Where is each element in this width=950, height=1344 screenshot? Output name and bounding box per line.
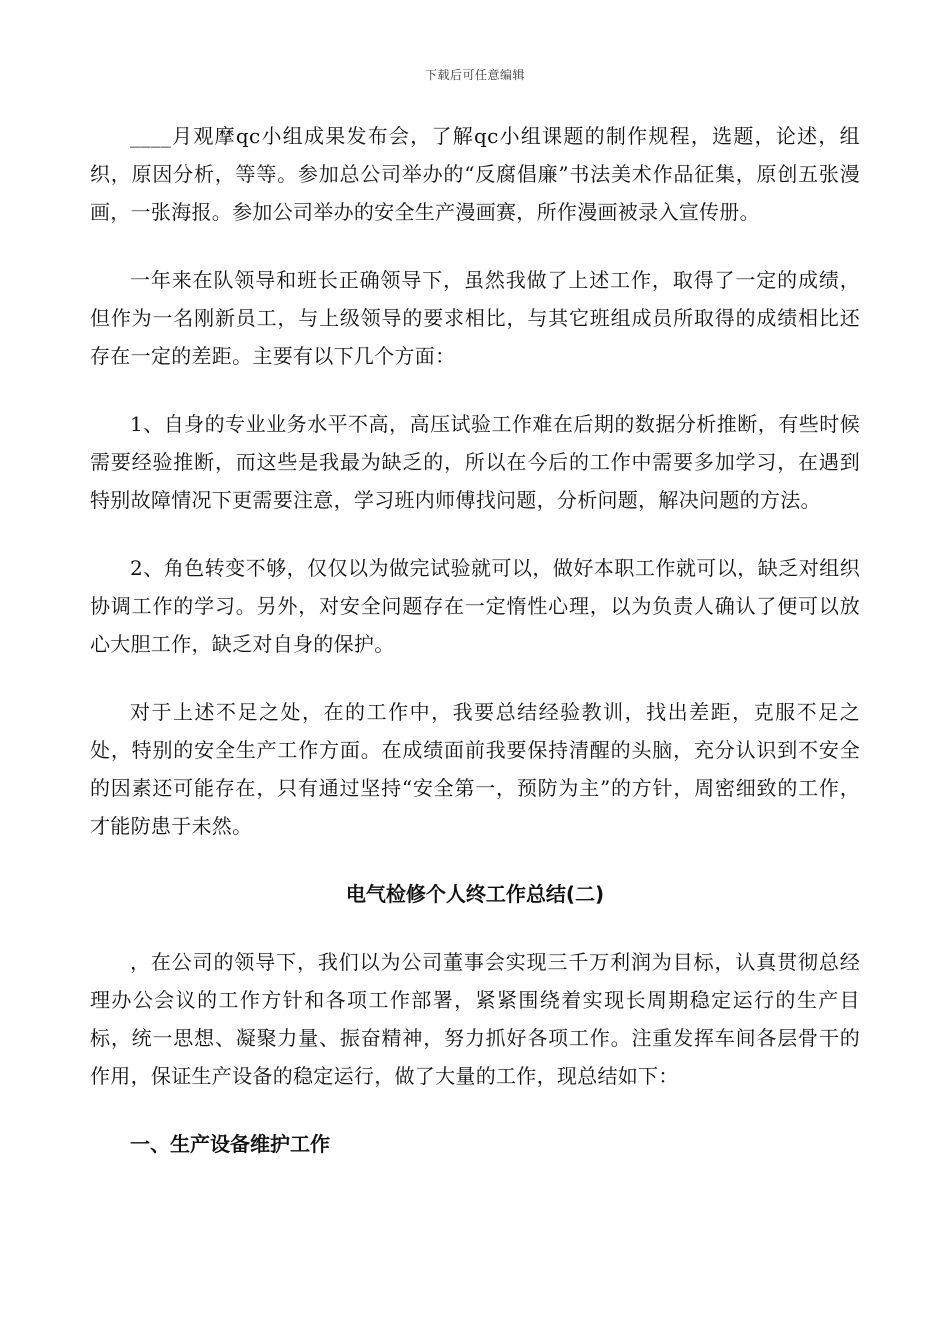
subheading-equipment-maintenance: 一、生产设备维护工作	[130, 1132, 330, 1156]
paragraph-gap	[90, 663, 860, 693]
paragraph-gap	[90, 913, 860, 943]
paragraph-summary-intro: ，在公司的领导下，我们以为公司董事会实现三千万利润为目标，认真贯彻总经理办公会议的工作方针和各项工作部署，紧紧围绕着实现长周期稳定运行的生产目标，统一思想、凝聚力量、振奋精神，努力抓好各项工作。注重发挥车间各层骨干的作用，保证生产设备的稳定运行，做了大量的工作，现总结如下：	[90, 950, 860, 1088]
paragraph-gap	[90, 231, 860, 261]
paragraph-improvement-plan: 对于上述不足之处，在的工作中，我要总结经验教训，找出差距，克服不足之处，特别的安全生产工作方面。在成绩面前我要保持清醒的头脑，充分认识到不安全的因素还可能存在，只有通过坚持“安全第一，预防为主”的方针，周密细致的工作，才能防患于未然。	[90, 700, 860, 838]
paragraph-point-2: 2、角色转变不够，仅仅以为做完试验就可以，做好本职工作就可以，缺乏对组织协调工作的学习。另外，对安全问题存在一定惰性心理，以为负责人确认了便可以放心大胆工作，缺乏对自身的保护。	[90, 556, 860, 656]
paragraph-point-1: 1、自身的专业业务水平不高，高压试验工作难在后期的数据分析推断，有些时候需要经验推断，而这些是我最为缺乏的，所以在今后的工作中需要多加学习，在遇到特别故障情况下更需要注意，学习班内师傅找问题，分析问题，解决问题的方法。	[90, 412, 860, 512]
download-note: 下载后可任意编辑	[424, 68, 525, 82]
paragraph-gap	[90, 519, 860, 549]
paragraph-gap	[90, 845, 860, 875]
paragraph-gap	[90, 1095, 860, 1125]
section-title: 电气检修个人终工作总结(二)	[345, 882, 605, 906]
document-body	[90, 117, 860, 1163]
paragraph-shortcomings-intro: 一年来在队领导和班长正确领导下，虽然我做了上述工作，取得了一定的成绩，但作为一名刚新员工，与上级领导的要求相比，与其它班组成员所取得的成绩相比还存在一定的差距。主要有以下几个方面：	[90, 268, 860, 368]
paragraph-gap	[90, 375, 860, 405]
paragraph-qc-activities: ____月观摩qc小组成果发布会，了解qc小组课题的制作规程，选题，论述，组织，原因分析，等等。参加总公司举办的“反腐倡廉”书法美术作品征集，原创五张漫画，一张海报。参加公司举办的安全生产漫画赛，所作漫画被录入宣传册。	[90, 124, 860, 224]
